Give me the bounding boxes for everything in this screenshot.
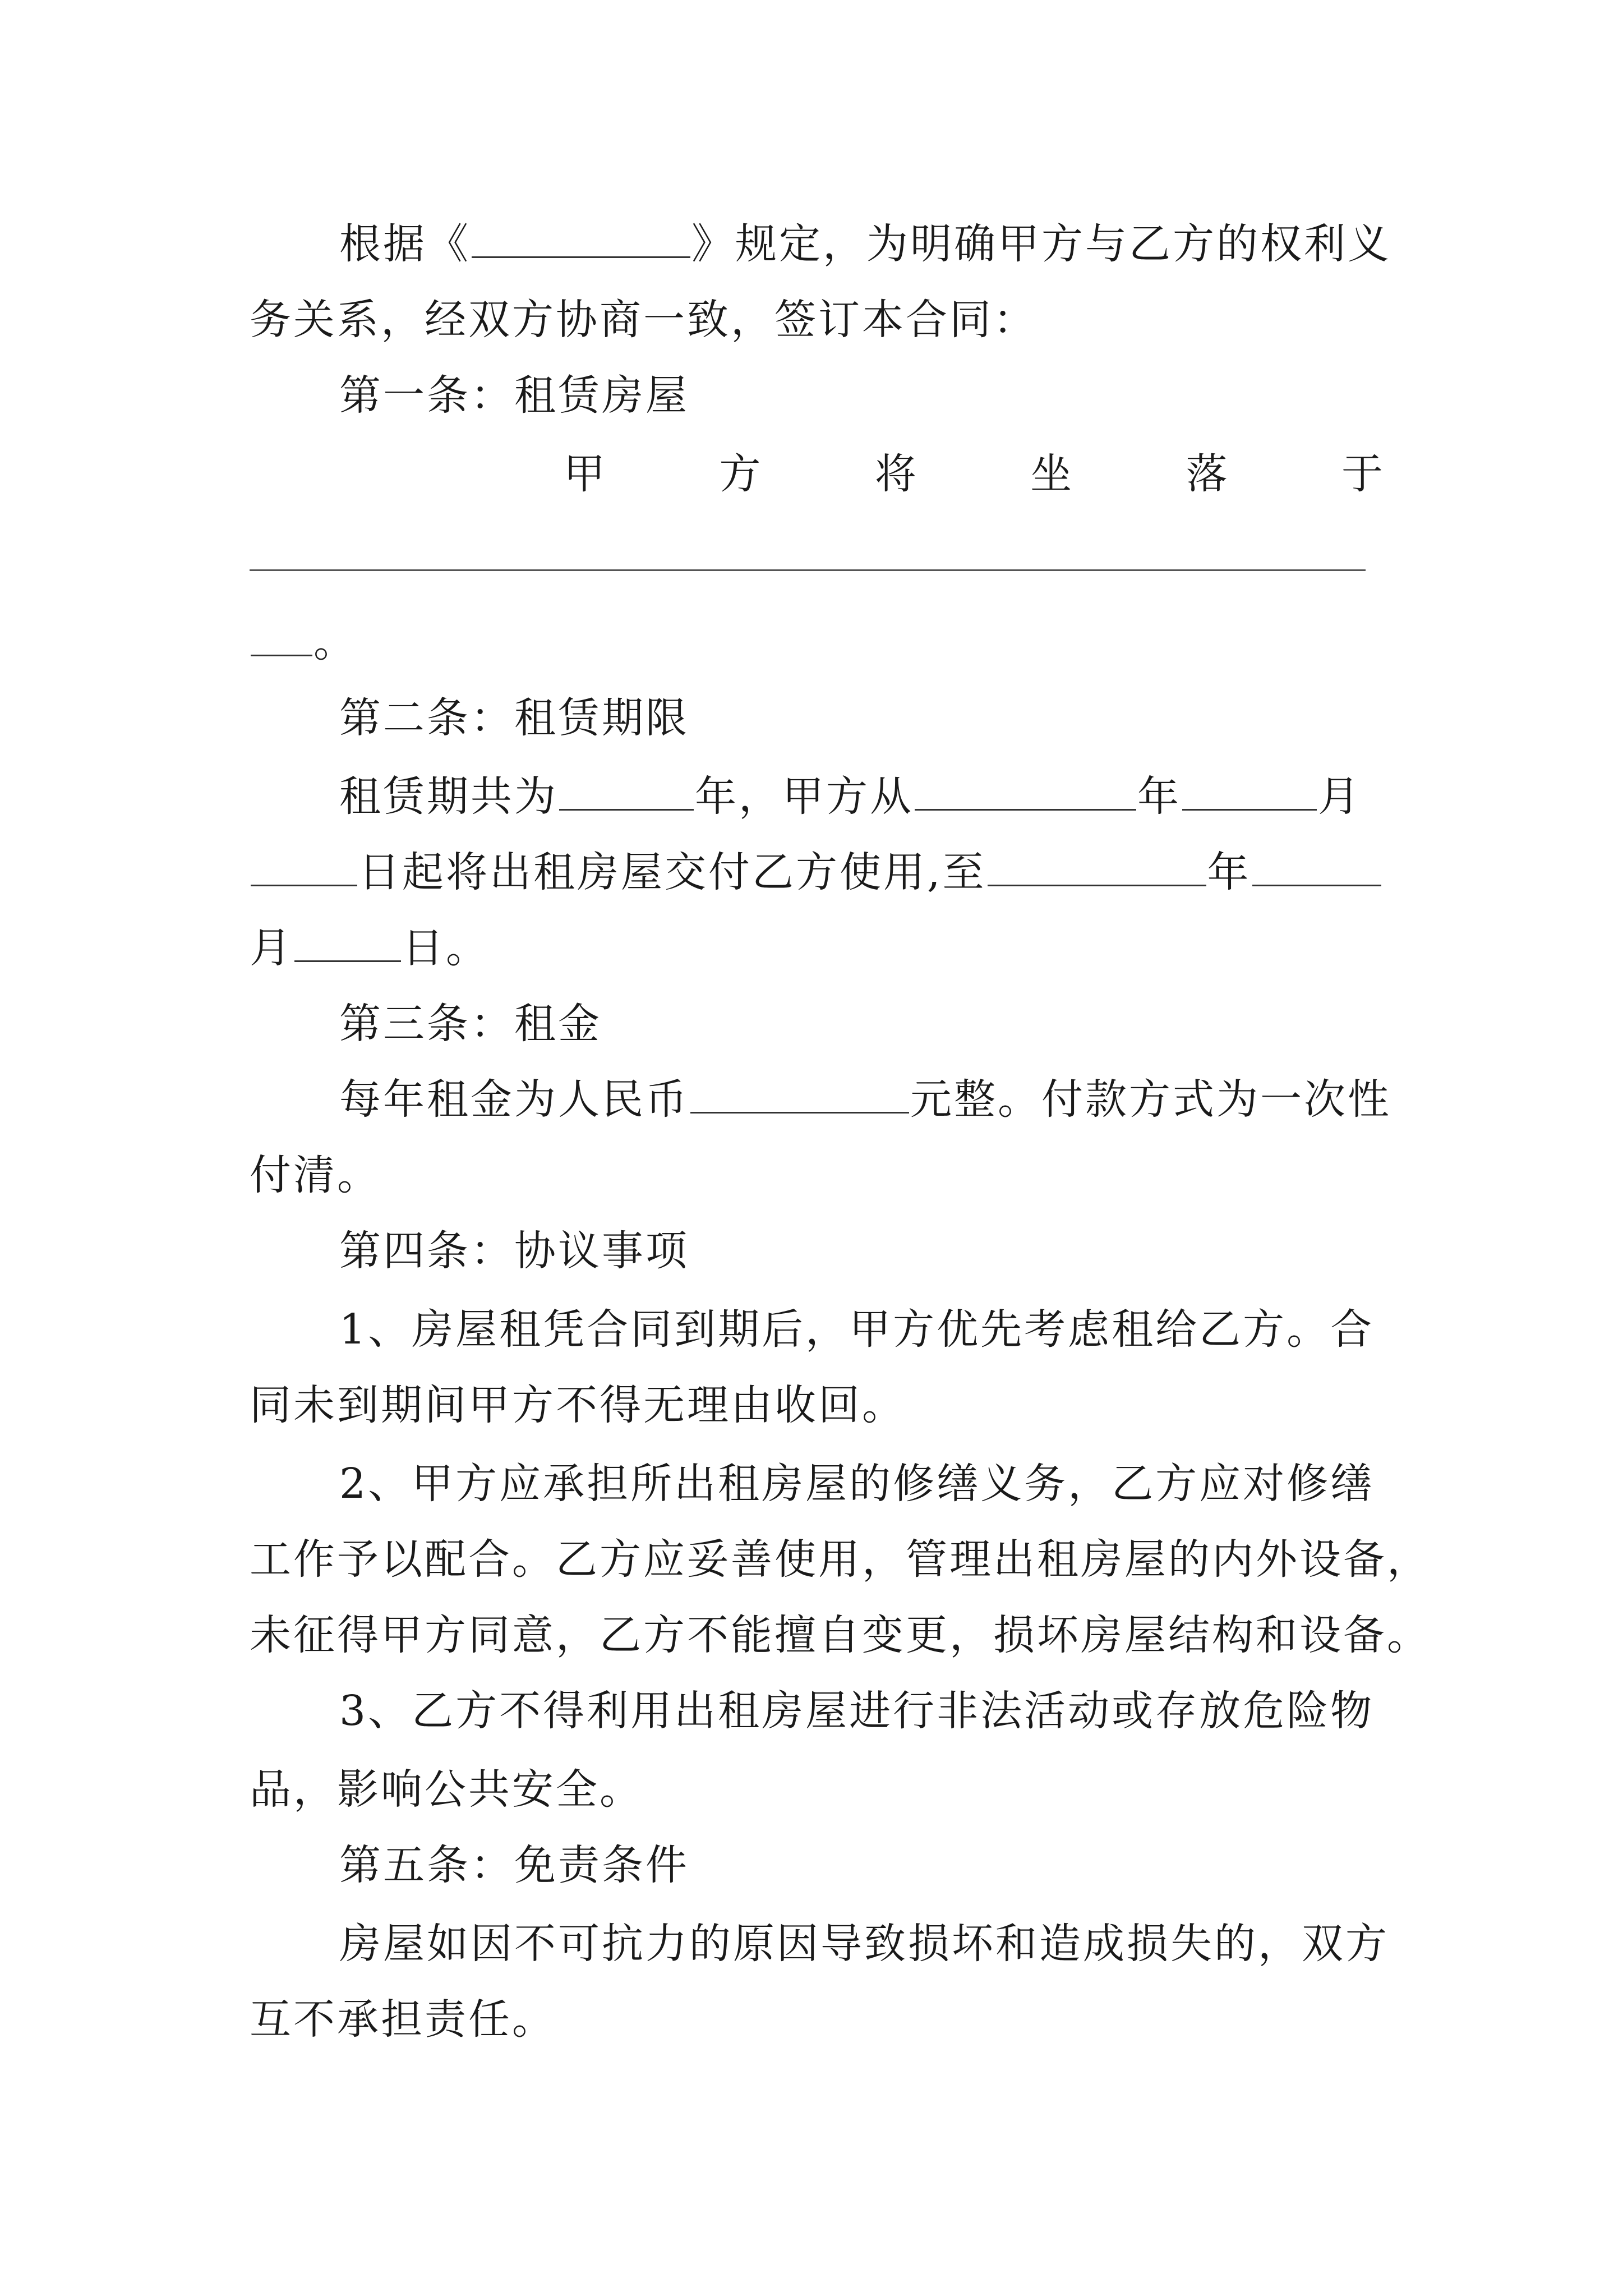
spread-char-1: 甲 [564, 450, 607, 498]
start-label: 年，甲方从 [695, 772, 914, 821]
start-month-blank[interactable] [1182, 770, 1317, 811]
spread-char-4: 坐 [1030, 450, 1075, 498]
article-1-end-mark: 。 [313, 618, 357, 666]
spread-char-2: 方 [719, 450, 763, 498]
article-4-item-2-line-3: 未征得甲方同意，乙方不能擅自变更，损坏房屋结构和设备。 [250, 1611, 1431, 1659]
article-4-item-2-line-1: 2、甲方应承担所出租房屋的修缮义务，乙方应对修缮 [339, 1460, 1375, 1508]
spread-char-3: 将 [874, 450, 919, 498]
article-1-end-line [250, 614, 1385, 670]
rent-amount-blank[interactable] [690, 1073, 909, 1114]
article-4-item-3-line-1: 3、乙方不得利用出租房屋进行非法活动或存放危险物 [339, 1687, 1375, 1735]
article-4-item-3-line-2: 品，影响公共安全。 [250, 1765, 643, 1814]
article-5-title: 第五条：免责条件 [339, 1841, 689, 1889]
article-1-title: 第一条：租赁房屋 [339, 371, 689, 420]
article-1-spread-line [250, 446, 1385, 502]
article-2-line-2 [250, 844, 1385, 900]
article-3-line-2: 付清。 [250, 1151, 381, 1199]
article-2-line-3 [250, 920, 1385, 976]
article-4-item-1-line-1: 1、房屋租凭合同到期后，甲方优先考虑租给乙方。合 [339, 1305, 1375, 1354]
preamble-text-b: 》规定，为明确甲方与乙方的权利义 [691, 220, 1391, 268]
end-month-blank[interactable] [1252, 845, 1381, 886]
start-day-blank[interactable] [251, 845, 357, 886]
start-year-unit: 年 [1137, 772, 1181, 821]
start-year-blank[interactable] [915, 770, 1136, 811]
article-3-title: 第三条：租金 [339, 1000, 602, 1048]
spread-char-6: 于 [1341, 450, 1385, 498]
preamble-line-1 [250, 216, 1391, 272]
article-2-line-1 [250, 769, 1385, 825]
end-year-unit: 年 [1207, 848, 1251, 896]
spread-char-5: 落 [1186, 450, 1230, 498]
article-4-item-2-line-2: 工作予以配合。乙方应妥善使用，管理出租房屋的内外设备， [250, 1535, 1431, 1584]
rent-label: 每年租金为人民币 [339, 1075, 689, 1124]
address-blank-tail[interactable] [251, 615, 312, 656]
article-4-item-1-line-2: 同未到期间甲方不得无理由收回。 [250, 1381, 906, 1429]
end-year-blank[interactable] [988, 845, 1206, 886]
rent-payment-text: 元整。付款方式为一次性 [910, 1075, 1391, 1124]
article-4-title: 第四条：协议事项 [339, 1227, 689, 1275]
lease-term-label: 租赁期共为 [339, 772, 558, 821]
handover-text: 日起将出租房屋交付乙方使用,至 [358, 848, 986, 896]
end-day-blank[interactable] [294, 921, 401, 962]
preamble-line-2: 务关系，经双方协商一致，签订本合同： [250, 296, 1037, 344]
end-month-unit: 月 [250, 924, 293, 972]
article-5-line-2: 互不承担责任。 [250, 1995, 556, 2044]
lease-years-blank[interactable] [559, 770, 694, 811]
article-2-title: 第二条：租赁期限 [339, 694, 689, 742]
article-5-line-1: 房屋如因不可抗力的原因导致损坏和造成损失的，双方 [339, 1920, 1389, 1968]
article-3-line-1 [250, 1071, 1391, 1128]
preamble-text-a: 根据《 [339, 220, 471, 268]
address-blank-line[interactable] [250, 569, 1366, 571]
start-month-unit: 月 [1318, 772, 1362, 821]
law-name-blank[interactable] [472, 217, 690, 258]
end-day-unit: 日。 [402, 924, 490, 972]
